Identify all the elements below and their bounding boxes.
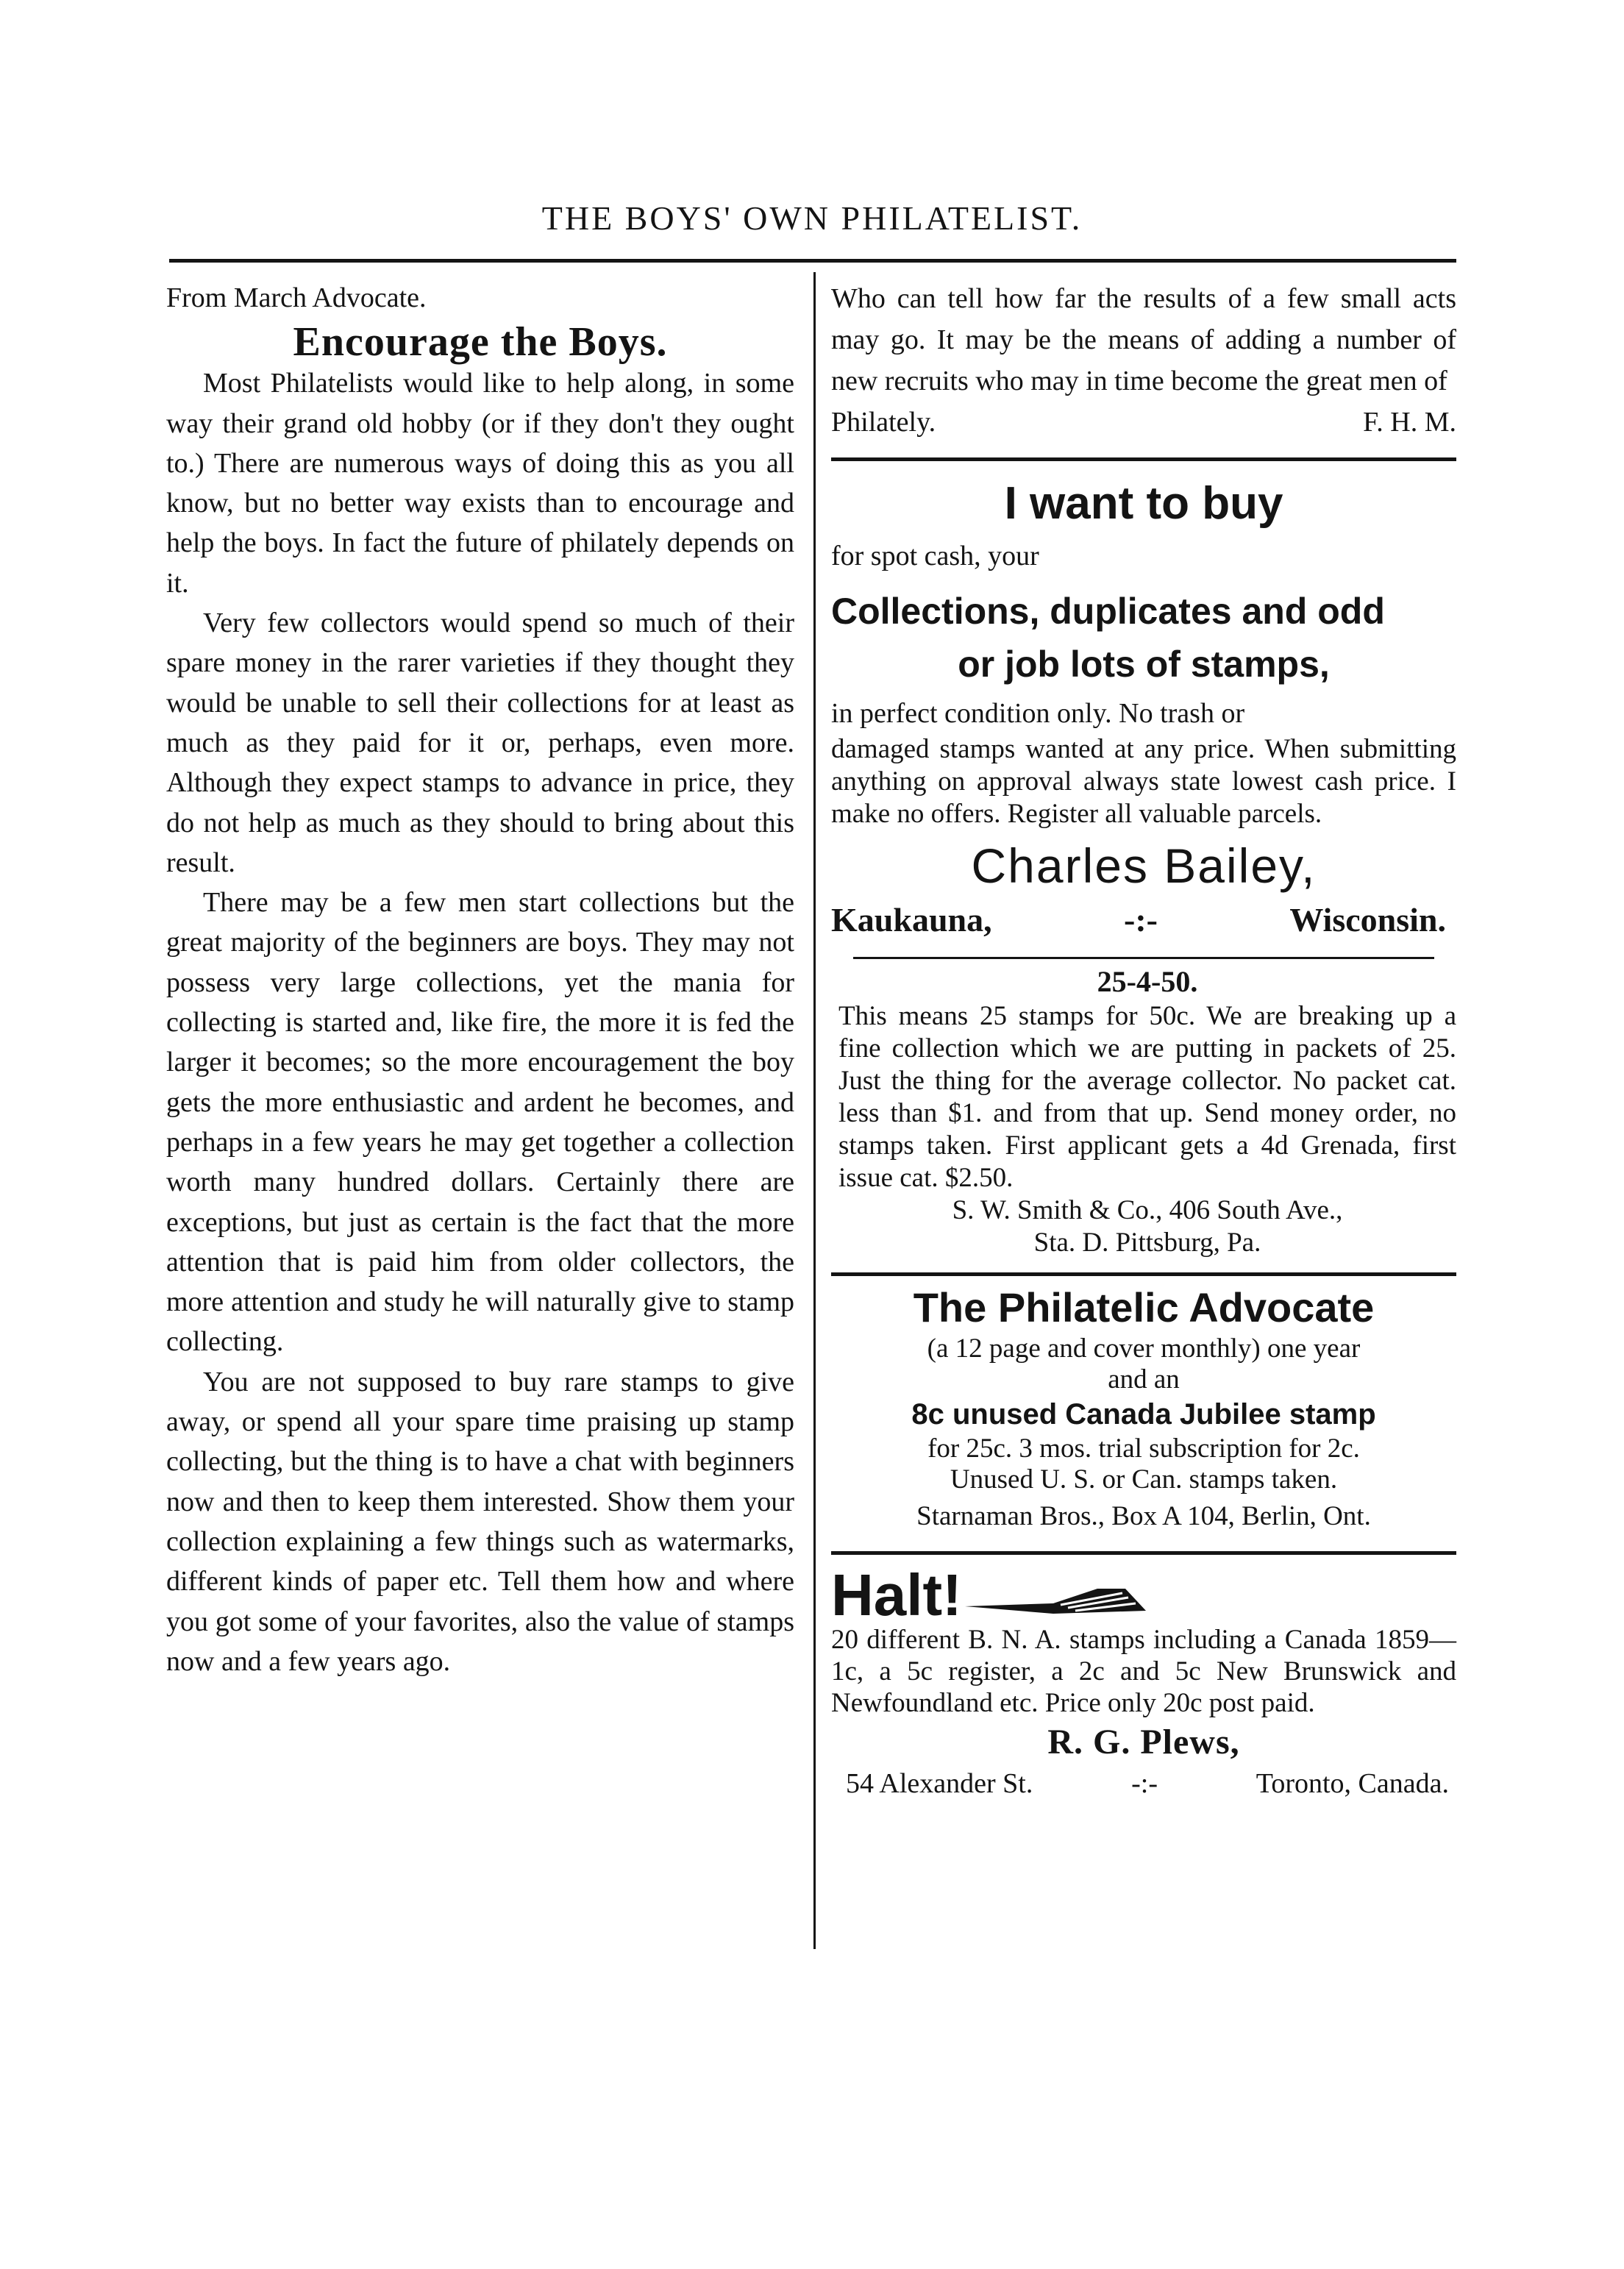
ad-plews-address xyxy=(831,1766,1456,1801)
ad-plews-city: Toronto, Canada. xyxy=(1256,1768,1449,1799)
ad-bailey-sep: -:- xyxy=(1124,901,1158,938)
article-paragraph-4: You are not supposed to buy rare stamps to give away, or spend all your spare time praising up stamp collecting, but the thing is to have a chat with beginners now and then to keep them interested. Show them your collection explaining a few things such as watermarks, different kinds of paper etc. Tell them how and where you got some of your favorites, also the value of stamps now and a few years ago. xyxy=(166,1366,794,1677)
ad-plews-street: 54 Alexander St. xyxy=(846,1768,1033,1799)
article-paragraph-1: Most Philatelists would like to help along, in some way their grand old hobby (or if they don't they ought to.) There are numerous ways of doing this as you all know, but no better way exists than to encourage and help the boys. In fact the future of philately depends on it. xyxy=(166,368,794,599)
ad-advocate-title: The Philatelic Advocate xyxy=(913,1284,1375,1331)
ad-bailey-name: Charles Bailey, xyxy=(971,838,1317,893)
separator-rule xyxy=(831,1272,1456,1276)
separator-rule xyxy=(831,1551,1456,1555)
ad-bailey-state: Wisconsin. xyxy=(1289,901,1446,938)
article-last-line: Philately. xyxy=(831,407,936,438)
column-divider xyxy=(813,272,816,1949)
ad-advocate-line5: Starnaman Bros., Box A 104, Berlin, Ont. xyxy=(916,1501,1371,1531)
article-signature: F. H. M. xyxy=(1363,407,1456,438)
ad-smith xyxy=(831,963,1456,1259)
ad-plews-body: 20 different B. N. A. stamps including a Canada 1859—1c, a 5c register, a 2c and 5c New Brunswick and Newfoundland etc. Price only 20c post paid. xyxy=(831,1625,1456,1718)
ad-plews-name: R. G. Plews, xyxy=(1047,1723,1240,1762)
ad-advocate xyxy=(831,1282,1456,1532)
article-closing xyxy=(831,402,1456,443)
ad-smith-body: This means 25 stamps for 50c. We are breaking up a fine collection which we are putting in packets of 25. Just the thing for the average collector. No packet cat. less than $1. and from that up. Send money order, no stamps taken. First applicant gets a 4d Grenada, first issue cat. $2.50. xyxy=(838,1001,1456,1193)
ad-advocate-line3: for 25c. 3 mos. trial subscription for 2c. xyxy=(927,1433,1360,1464)
ad-bailey-big1: Collections, duplicates and odd xyxy=(831,591,1385,632)
ad-bailey-big2: or job lots of stamps, xyxy=(958,644,1330,685)
ad-advocate-bold: 8c unused Canada Jubilee stamp xyxy=(911,1398,1376,1431)
pointing-hand-icon xyxy=(965,1584,1149,1617)
ad-plews-head xyxy=(831,1562,1456,1628)
article-continuation: Who can tell how far the results of a few small acts may go. It may be the means of adding a number of new recruits who may in time become the great men of xyxy=(831,283,1456,396)
article-paragraph-3: There may be a few men start collections but the great majority of the beginners are boys. They may not possess very large collections, yet the mania for collecting is started and, like fire, the more it is fed the larger it becomes; so the more encouragement the boy gets the more enthusiastic and ardent he becomes, and perhaps in a few years he may get together a collection worth many hundred dollars. Certainly there are exceptions, but just as certain is the fact that the more attention that is paid him from older collectors, the more attention and study he will naturally give to stamp collecting. xyxy=(166,887,794,1358)
running-head: THE BOYS' OWN PHILATELIST. xyxy=(541,199,1083,237)
ad-bailey-town: Kaukauna, xyxy=(831,901,992,938)
header-rule xyxy=(169,259,1456,263)
ads-column xyxy=(831,278,1456,1801)
ad-bailey-line2: in perfect condition only. No trash or xyxy=(831,698,1245,729)
ad-advocate-line4: Unused U. S. or Can. stamps taken. xyxy=(950,1464,1338,1495)
separator-rule xyxy=(831,457,1456,461)
ad-advocate-line2: and an xyxy=(1108,1364,1180,1394)
article-title: Encourage the Boys. xyxy=(293,319,668,366)
ad-advocate-line1: (a 12 page and cover monthly) one year xyxy=(927,1333,1361,1364)
ad-smith-sig2: Sta. D. Pittsburg, Pa. xyxy=(1033,1228,1261,1258)
ad-bailey xyxy=(831,474,1456,944)
ad-plews xyxy=(831,1562,1456,1801)
article-column xyxy=(166,278,794,1681)
ad-smith-sig1: S. W. Smith & Co., 406 South Ave., xyxy=(952,1195,1343,1225)
ad-smith-title: 25-4-50. xyxy=(1097,965,1198,998)
ad-bailey-place xyxy=(831,897,1456,944)
ad-bailey-line1: for spot cash, your xyxy=(831,541,1039,571)
article-paragraph-2: Very few collectors would spend so much of their spare money in the rarer varieties if they thought they would be unable to sell their collections for at least as much as they paid for it or, perhaps, even more. Although they expect stamps to advance in price, they do not help as much as they should to bring about this result. xyxy=(166,608,794,878)
ad-plews-title: Halt! xyxy=(831,1562,962,1628)
separator-rule xyxy=(853,957,1434,959)
article-source: From March Advocate. xyxy=(166,282,427,313)
ad-bailey-body: damaged stamps wanted at any price. When submitting anything on approval always state lowest cash price. I make no offers. Register all valuable parcels. xyxy=(831,734,1456,829)
ad-plews-sep: -:- xyxy=(1131,1768,1158,1799)
ad-bailey-title: I want to buy xyxy=(1004,478,1283,529)
